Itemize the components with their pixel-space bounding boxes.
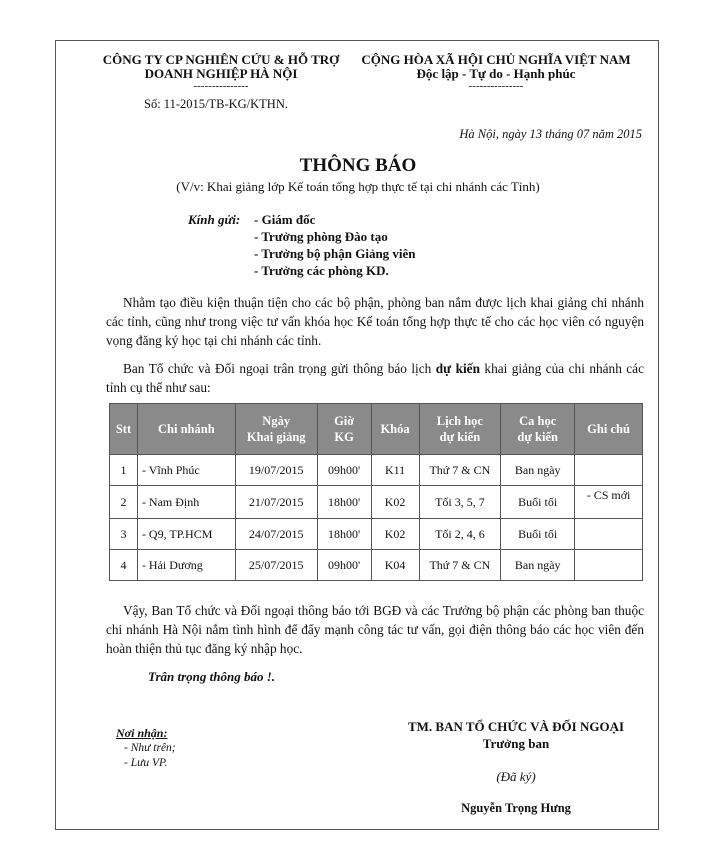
closing-line: Trân trọng thông báo !. (148, 669, 276, 684)
header-start-date: Ngày Khai giảng (235, 404, 317, 455)
header-start-time: Giờ KG (317, 404, 371, 455)
motto-divider: --------------- (468, 80, 524, 92)
cell-notes (575, 455, 643, 486)
document-subtitle: (V/v: Khai giảng lớp Kế toán tổng hợp thực tế tại chi nhánh các Tỉnh) (176, 179, 540, 194)
table-row (110, 486, 643, 519)
motto: Độc lập - Tự do - Hạnh phúc (416, 66, 576, 81)
cell-course: K04 (371, 550, 419, 581)
document-number: Số: 11-2015/TB-KG/KTHN. (144, 97, 288, 111)
national-motto-block (356, 53, 636, 91)
table-row (110, 550, 643, 581)
cell-branch: - Q9, TP.HCM (137, 519, 235, 550)
emphasis-text: dự kiến (435, 361, 480, 376)
cell-stt: 2 (110, 486, 138, 519)
cell-time: 18h00' (317, 486, 371, 519)
recipient-item: - Trưởng phòng Đào tạo (254, 229, 388, 244)
distribution-item: - Như trên; (124, 742, 176, 754)
cell-schedule: Tối 2, 4, 6 (419, 519, 501, 550)
header-stt: Stt (110, 404, 138, 455)
date-line: Hà Nội, ngày 13 tháng 07 năm 2015 (459, 127, 642, 141)
cell-date: 24/07/2015 (235, 519, 317, 550)
company-name-line1: CÔNG TY CP NGHIÊN CỨU & HỖ TRỢ (102, 52, 340, 67)
nation-name: CỘNG HÒA XÃ HỘI CHỦ NGHĨA VIỆT NAM (361, 52, 631, 67)
cell-time: 09h00' (317, 455, 371, 486)
cell-date: 19/07/2015 (235, 455, 317, 486)
header-schedule: Lịch học dự kiến (419, 404, 501, 455)
distribution-label: Nơi nhận: (116, 726, 168, 740)
cell-course: K11 (371, 455, 419, 486)
cell-schedule: Thứ 7 & CN (419, 550, 501, 581)
cell-date: 25/07/2015 (235, 550, 317, 581)
table-row (110, 519, 643, 550)
signature-org: TM. BAN TỔ CHỨC VÀ ĐỐI NGOẠI (407, 719, 625, 734)
cell-date: 21/07/2015 (235, 486, 317, 519)
cell-notes (575, 550, 643, 581)
company-block (96, 53, 346, 91)
header-notes: Ghi chú (575, 404, 643, 455)
conclusion-paragraph: Vậy, Ban Tổ chức và Đối ngoại thông báo tới BGĐ và các Trưởng bộ phận các phòng ban thuộc chi nhánh Hà Nội nắm tình hình để đẩy mạnh công tác tư vấn, gọi điện thông báo các học viên đến hoàn thiện thủ tục đăng ký nhập học. (106, 603, 644, 656)
header-course: Khóa (371, 404, 419, 455)
cell-branch: - Hải Dương (137, 550, 235, 581)
cell-time: 18h00' (317, 519, 371, 550)
header-session: Ca học dự kiến (501, 404, 575, 455)
cell-stt: 4 (110, 550, 138, 581)
cell-session: Buổi tối (501, 486, 575, 519)
cell-session: Buổi tối (501, 519, 575, 550)
recipient-item: - Trưởng bộ phận Giảng viên (254, 246, 416, 261)
recipients-label: Kính gửi: (188, 212, 241, 227)
signature-position: Trưởng ban (482, 736, 550, 751)
cell-session: Ban ngày (501, 455, 575, 486)
cell-course: K02 (371, 486, 419, 519)
cell-notes (575, 519, 643, 550)
schedule-intro-paragraph: Ban Tổ chức và Đối ngoại trân trọng gửi thông báo lịch dự kiến khai giảng của chi nhánh các tỉnh cụ thể như sau: (106, 361, 644, 395)
company-divider: --------------- (193, 80, 249, 92)
intro-paragraph: Nhằm tạo điều kiện thuận tiện cho các bộ phận, phòng ban nắm được lịch khai giảng chi nhánh các tỉnh, cũng như trong việc tư vấn khóa học Kế toán tổng hợp thực tế cho các học viên có nguyện vọng đăng ký học tại chi nhánh các tỉnh. (106, 295, 644, 348)
company-name-line2: DOANH NGHIỆP HÀ NỘI (144, 66, 298, 81)
table-row (110, 455, 643, 486)
document-page (55, 40, 659, 830)
signer-name: Nguyễn Trọng Hưng (461, 801, 571, 815)
cell-time: 09h00' (317, 550, 371, 581)
signature-signed: (Đã ký) (496, 769, 536, 784)
cell-branch: - Nam Định (137, 486, 235, 519)
recipient-item: - Trưởng các phòng KD. (254, 263, 389, 278)
recipients-block (188, 211, 416, 279)
schedule-table (109, 403, 643, 581)
cell-session: Ban ngày (501, 550, 575, 581)
cell-branch: - Vĩnh Phúc (137, 455, 235, 486)
cell-schedule: Tối 3, 5, 7 (419, 486, 501, 519)
table-header-row (110, 404, 643, 455)
cell-schedule: Thứ 7 & CN (419, 455, 501, 486)
cell-notes: - CS mới (575, 486, 643, 519)
distribution-item: - Lưu VP. (124, 757, 168, 769)
cell-course: K02 (371, 519, 419, 550)
cell-stt: 1 (110, 455, 138, 486)
header-branch: Chi nhánh (137, 404, 235, 455)
recipient-item: - Giám đốc (254, 212, 316, 227)
cell-stt: 3 (110, 519, 138, 550)
document-title: THÔNG BÁO (299, 155, 417, 176)
distribution-block (116, 726, 176, 771)
